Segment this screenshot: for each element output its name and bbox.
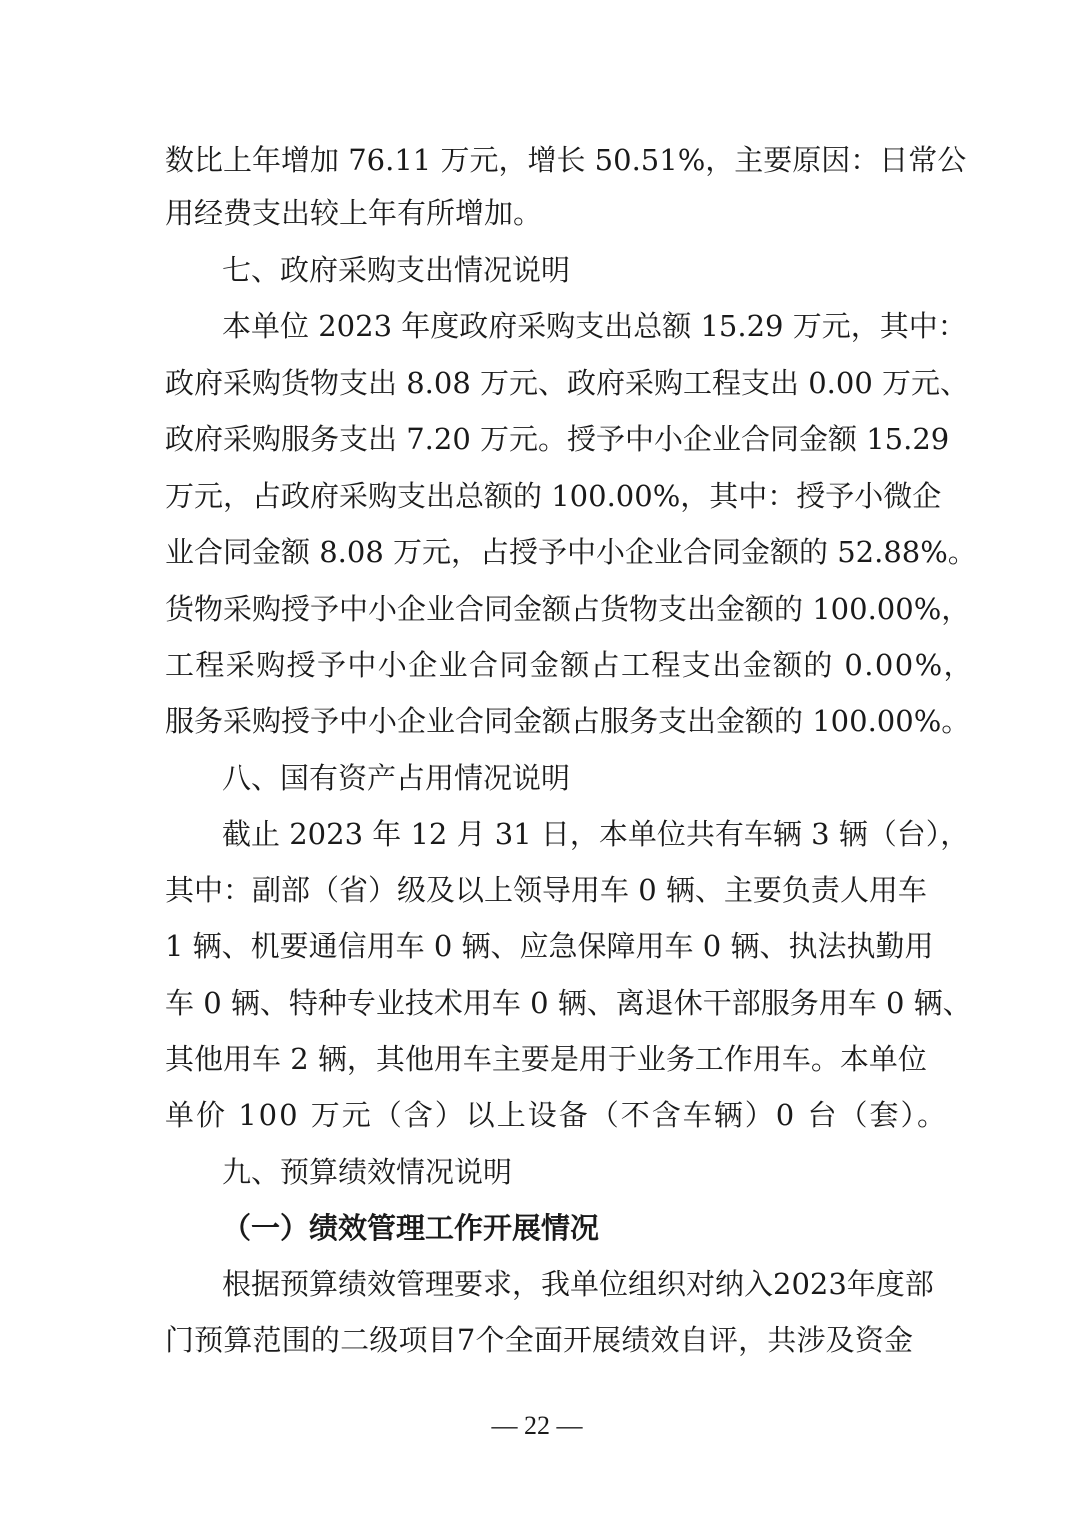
section-heading-9: 九、预算绩效情况说明 — [222, 1155, 513, 1189]
paragraph-line: 其他用车 2 辆，其他用车主要是用于业务工作用车。本单位 — [165, 1042, 927, 1076]
paragraph-line: 政府采购货物支出 8.08 万元、政府采购工程支出 0.00 万元、 — [165, 366, 970, 400]
paragraph-line: 政府采购服务支出 7.20 万元。授予中小企业合同金额 15.29 — [165, 422, 950, 456]
paragraph-line: 1 辆、机要通信用车 0 辆、应急保障用车 0 辆、执法执勤用 — [165, 929, 934, 963]
paragraph-line: 服务采购授予中小企业合同金额占服务支出金额的 100.00%。 — [165, 704, 971, 738]
paragraph-line: 截止 2023 年 12 月 31 日，本单位共有车辆 3 辆（台）， — [222, 817, 970, 851]
paragraph-line: 数比上年增加 76.11 万元，增长 50.51%，主要原因：日常公 — [165, 143, 967, 177]
paragraph-line: 业合同金额 8.08 万元，占授予中小企业合同金额的 52.88%。 — [165, 535, 977, 569]
page-number: — 22 — — [491, 1411, 583, 1440]
paragraph-line: 车 0 辆、特种专业技术用车 0 辆、离退休干部服务用车 0 辆、 — [165, 986, 972, 1020]
paragraph-line: 其中：副部（省）级及以上领导用车 0 辆、主要负责人用车 — [165, 873, 927, 907]
paragraph-line: 万元，占政府采购支出总额的 100.00%，其中：授予小微企 — [165, 479, 942, 513]
paragraph-line: 货物采购授予中小企业合同金额占货物支出金额的 100.00%， — [165, 592, 971, 626]
paragraph-line: 根据预算绩效管理要求，我单位组织对纳入2023年度部 — [222, 1267, 934, 1301]
section-heading-8: 八、国有资产占用情况说明 — [222, 761, 571, 795]
subsection-heading-1: （一）绩效管理工作开展情况 — [222, 1211, 600, 1245]
paragraph-line: 用经费支出较上年有所增加。 — [165, 196, 543, 230]
section-heading-7: 七、政府采购支出情况说明 — [222, 253, 571, 287]
paragraph-line: 单价 100 万元（含）以上设备（不含车辆）0 台（套）。 — [165, 1098, 948, 1132]
paragraph-line: 本单位 2023 年度政府采购支出总额 15.29 万元，其中： — [222, 309, 967, 343]
paragraph-line: 工程采购授予中小企业合同金额占工程支出金额的 0.00%， — [165, 648, 974, 682]
paragraph-line: 门预算范围的二级项目7个全面开展绩效自评，共涉及资金 — [165, 1323, 913, 1357]
